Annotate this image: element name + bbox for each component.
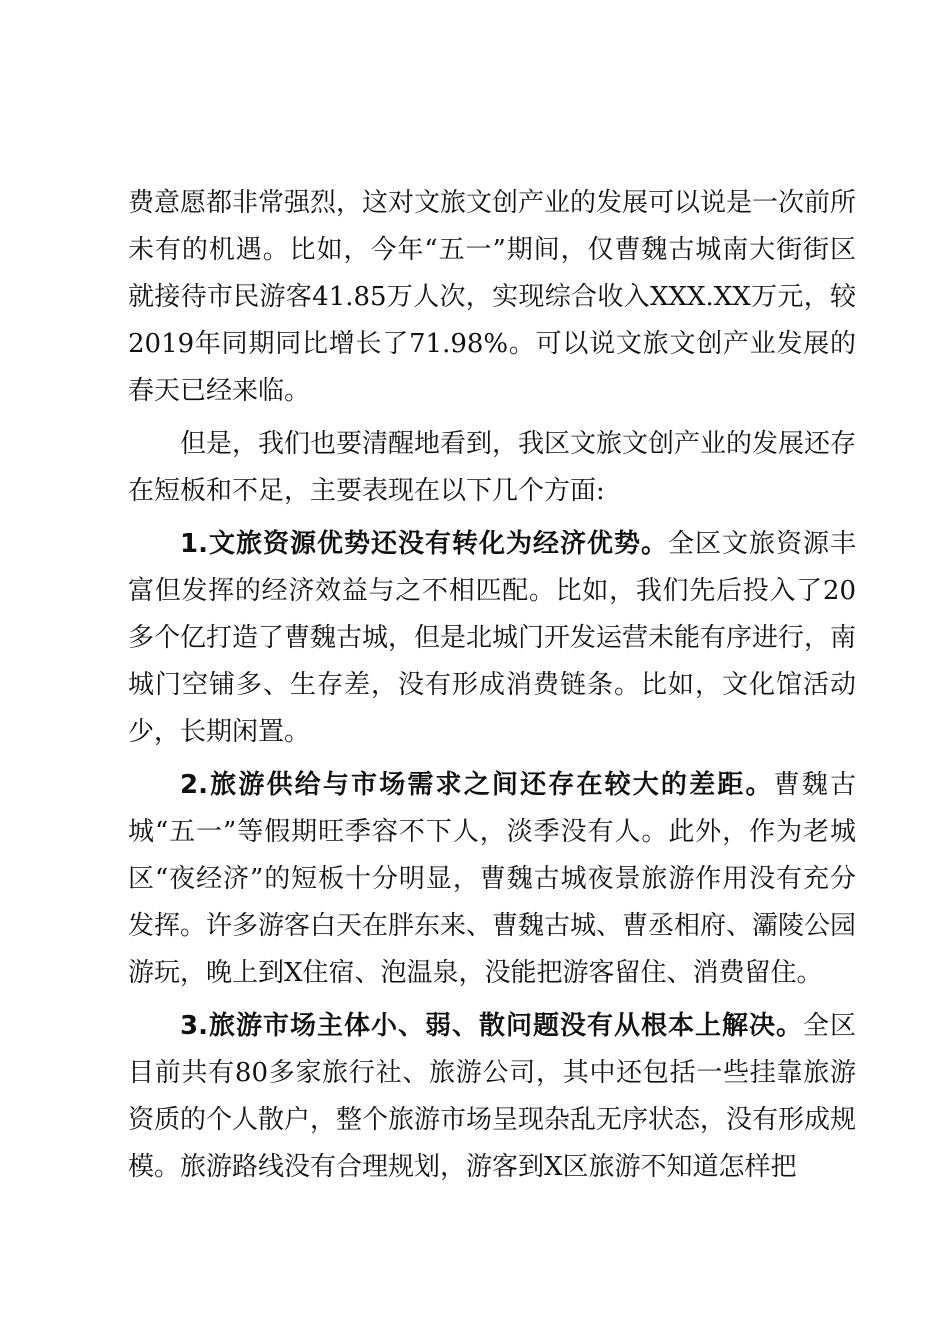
paragraph-3-text: 全区文旅资源丰富但发挥的经济效益与之不相匹配。比如，我们先后投入了20多个亿打造了曹魏古城，但是北城门开发运营未能有序进行，南城门空铺多、生存差，没有形成消费链条。比如，文化馆活动少，长期闲置。	[128, 529, 857, 747]
paragraph-5	[128, 1003, 856, 1191]
paragraph-2	[128, 421, 856, 515]
paragraph-4-text: 曹魏古城“五一”等假期旺季容不下人，淡季没有人。此外，作为老城区“夜经济”的短板十分明显，曹魏古城夜景旅游作用没有充分发挥。许多游客白天在胖东来、曹魏古城、曹丞相府、灞陵公园游玩，晚上到X住宿、泡温泉，没能把游客留住、消费留住。	[128, 770, 857, 988]
document-page	[128, 180, 856, 1197]
paragraph-4	[128, 762, 856, 997]
paragraph-5-text: 全区目前共有80多家旅行社、旅游公司，其中还包括一些挂靠旅游资质的个人散户，整个旅游市场呈现杂乱无序状态，没有形成规模。旅游路线没有合理规划，游客到X区旅游不知道怎样把	[128, 1011, 857, 1182]
paragraph-3-lead: 1.文旅资源优势还没有转化为经济优势。	[180, 529, 668, 559]
paragraph-1	[128, 180, 856, 415]
paragraph-5-lead: 3.旅游市场主体小、弱、散问题没有从根本上解决。	[180, 1011, 803, 1041]
paragraph-2-text: 但是，我们也要清醒地看到，我区文旅文创产业的发展还存在短板和不足，主要表现在以下几个方面:	[128, 429, 857, 506]
paragraph-4-lead: 2.旅游供给与市场需求之间还存在较大的差距。	[180, 770, 774, 800]
paragraph-3	[128, 521, 856, 756]
paragraph-1-text: 费意愿都非常强烈，这对文旅文创产业的发展可以说是一次前所未有的机遇。比如，今年“五一”期间，仅曹魏古城南大街街区就接待市民游客41.85万人次，实现综合收入XXX.XX万元，较2019年同期同比增长了71.98%。可以说文旅文创产业发展的春天已经来临。	[128, 188, 857, 406]
